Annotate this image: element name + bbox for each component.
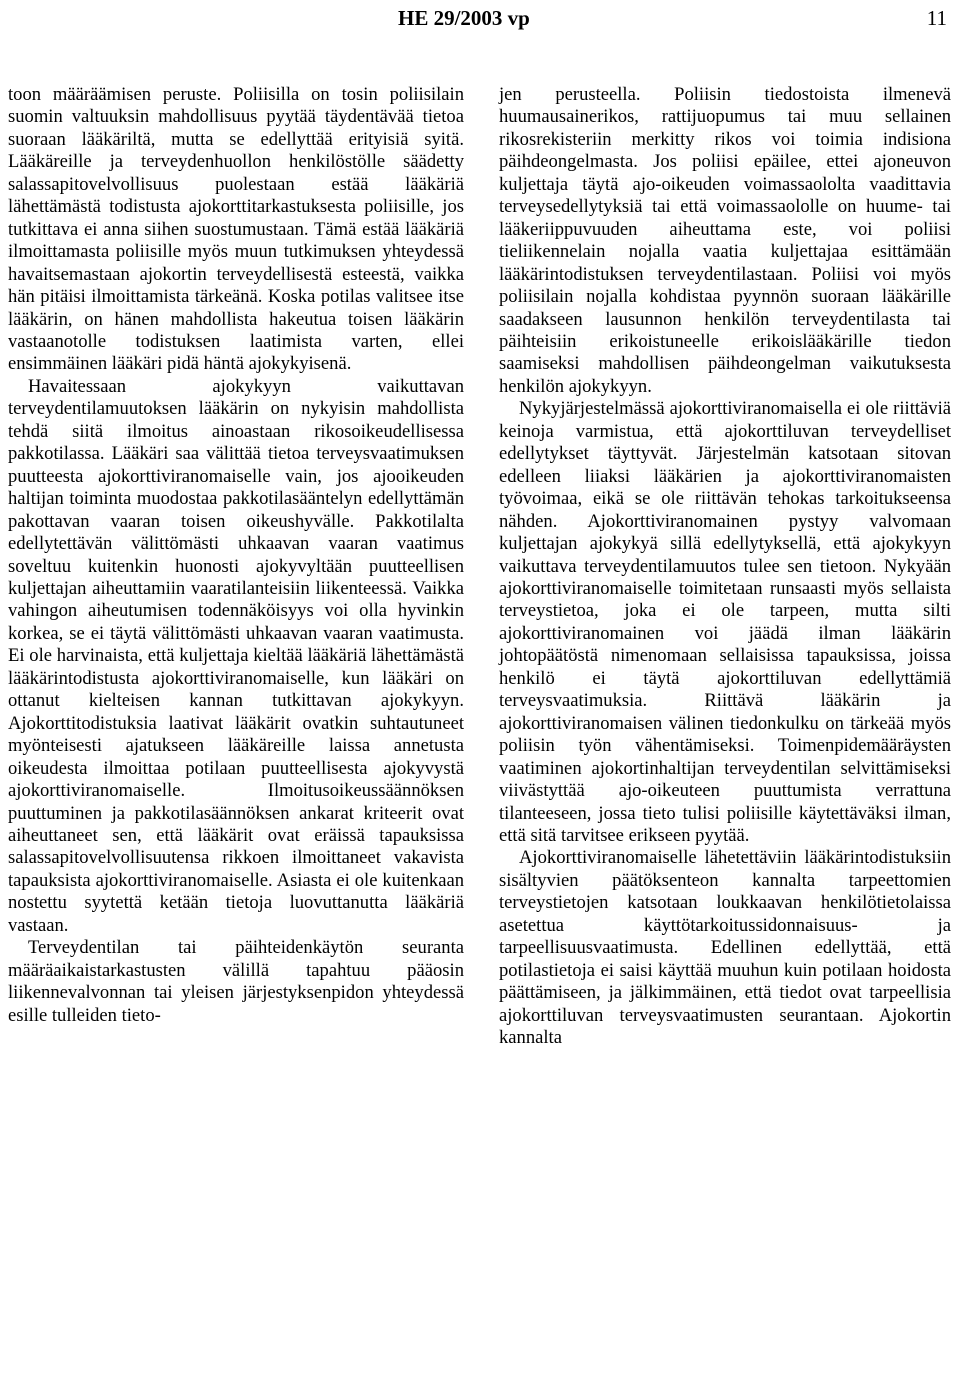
paragraph: jen perusteella. Poliisin tiedostoista ilmenevä huumausainerikos, rattijuopumus tai muu sellainen rikosrekisteriin merkitty rikos voi toimia indisiona päihdeongelmasta. Jos poliisi epäilee, ettei ajoneuvon kuljettaja täytä ajo-oikeuden voimassaololta vaadittavia terveysedellytyksiä tai että voimassaololle on huume- tai lääkeriippuvuuden aiheuttama este, voi poliisi tieliikennelain nojalla vaatia kuljettajaa esittämään lääkärintodistuksen terveydentilastaan. Poliisi voi myös poliisilain nojalla kohdistaa pyynnön suoraan lääkärille saadakseen lausunnon henkilön terveydentilasta tai päihteisiin erikoistuneelle erikoislääkärille tiedon saamiseksi mahdollisen päihdeongelman vaikutuksesta henkilön ajokykyyn.: [499, 84, 951, 397]
right-column: [499, 84, 951, 1049]
paragraph: Ajokorttiviranomaiselle lähetettäviin lääkärintodistuksiin sisältyvien päätöksenteon kannalta tarpeettomien terveystietojen katsotaan loukkaavan henkilötietolaissa asetettua käyttötarkoitussidonnaisuus- ja tarpeellisuusvaatimusta. Edellinen edellyttää, että potilastietoja ei saisi käyttää muuhun kuin potilaan hoidosta päättämiseen, ja jälkimmäinen, että tiedot ovat tarpeellisia ajokorttiluvan terveysvaatimusten seurantaan. Ajokortin kannalta: [499, 847, 951, 1049]
page-header: [0, 6, 960, 32]
page-number: 11: [926, 6, 947, 30]
paragraph: Nykyjärjestelmässä ajokorttiviranomaisella ei ole riittäviä keinoja varmistua, että ajokorttiluvan terveydelliset edellytykset täyttyvät. Järjestelmän katsotaan sitovan edelleen liiaksi lääkärien ja ajokorttiviranomaisten työvoimaa, eikä se ole riittävän tehokas tarkoitukseensa nähden. Ajokorttiviranomainen pystyy valvomaan kuljettajan ajokykyä sillä edellytyksellä, että ajokykyyn vaikuttava terveydentilamuutos tulee sen tietoon. Nykyään ajokorttiviranomaiselle toimitetaan runsaasti myös sellaista terveystietoa, joka ei ole tarpeen, mutta silti ajokorttiviranomainen voi jäädä ilman lääkärin johtopäätöstä nimenomaan sellaisissa tapauksissa, joissa henkilö ei täytä ajokorttiluvan edellyttämiä terveysvaatimuksia. Riittävä lääkärin ja ajokorttiviranomaisen välinen tiedonkulku on tärkeää myös poliisin työn vähentämiseksi. Toimenpidemääräysten vaatiminen ajokortinhaltijan terveydentilan selvittämiseksi viivästyttää ajo-oikeuteen puuttumista verrattuna tilanteeseen, jossa tieto tulisi poliisille käytettäväksi ilman, että sitä tarvitsee erikseen pyytää.: [499, 398, 951, 846]
paragraph: Terveydentilan tai päihteidenkäytön seuranta määräaikaistarkastusten välillä tapahtuu pääosin liikennevalvonnan tai yleisen järjestyksenpidon yhteydessä esille tulleiden tieto-: [8, 937, 464, 1026]
document-id: HE 29/2003 vp: [398, 6, 530, 30]
left-column: [8, 84, 464, 1027]
paragraph: toon määräämisen peruste. Poliisilla on tosin poliisilain suomin valtuuksin mahdollisuus pyytää täydentävää tietoa suoraan lääkäriltä, mutta se edellyttää erityisiä syitä. Lääkäreille ja terveydenhuollon henkilöstölle säädetty salassapitovelvollisuus puolestaan estää lääkäriä lähettämästä todistusta ajokorttitarkastuksesta poliisille, jos tutkittava ei anna siihen suostumustaan. Tämä estää lääkäriä ilmoittamasta poliisille myös muun tutkimuksen yhteydessä havaitsemastaan ajokortin terveydellisestä esteestä, vaikka hän pitäisi ilmoittamista tärkeänä. Koska potilas valitsee itse lääkärin, on hänen mahdollista hakeutua toisen lääkärin vastaanotolle todistuksen laatimista varten, ellei ensimmäinen lääkäri pidä häntä ajokykyisenä.: [8, 84, 464, 375]
paragraph: Havaitessaan ajokykyyn vaikuttavan terveydentilamuutoksen lääkärin on nykyisin mahdollista tehdä siitä ilmoitus ainoastaan rikosoikeudellisessa pakkotilassa. Lääkäri saa välittää tietoa terveysvaatimuksen puutteesta ajokorttiviranomaiselle vain, jos ajooikeuden haltijan toiminta muodostaa pakkotilasääntelyn edellyttämän pakottavan vaaran toisen oikeushyvälle. Pakkotilalta edellytettävän välittömästi uhkaavan vaaran vaatimus soveltuu kuitenkin huonosti ajokyvyltään puutteellisen kuljettajan aiheuttamiin vaaratilanteisiin liikenteessä. Vaikka vahingon aiheutumisen todennäköisyys voi olla hyvinkin korkea, se ei täytä välittömästi uhkaavan vaaran vaatimusta. Ei ole harvinaista, että kuljettaja kieltää lääkäriä lähettämästä lääkärintodistusta ajokorttiviranomaiselle, kun lääkäri on ottanut kielteisen kannan tutkittavan ajokykyyn. Ajokorttitodistuksia laativat lääkärit ovatkin suhtautuneet myönteisesti ajatukseen lääkäreille laissa annetusta oikeudesta ilmoittaa potilaan puutteellisesta ajokyvystä ajokorttiviranomaiselle. Ilmoitusoikeussäännöksen puuttuminen ja pakkotilasäännöksen ankarat kriteerit ovat aiheuttaneet sen, että lääkärit ovat eräissä tapauksissa salassapitovelvollisuutensa rikkoen ilmoittaneet vakavista tapauksista ajokorttiviranomaiselle. Asiasta ei ole kuitenkaan nostettu syytettä ketään tietoja luovuttanutta lääkäriä vastaan.: [8, 375, 464, 936]
